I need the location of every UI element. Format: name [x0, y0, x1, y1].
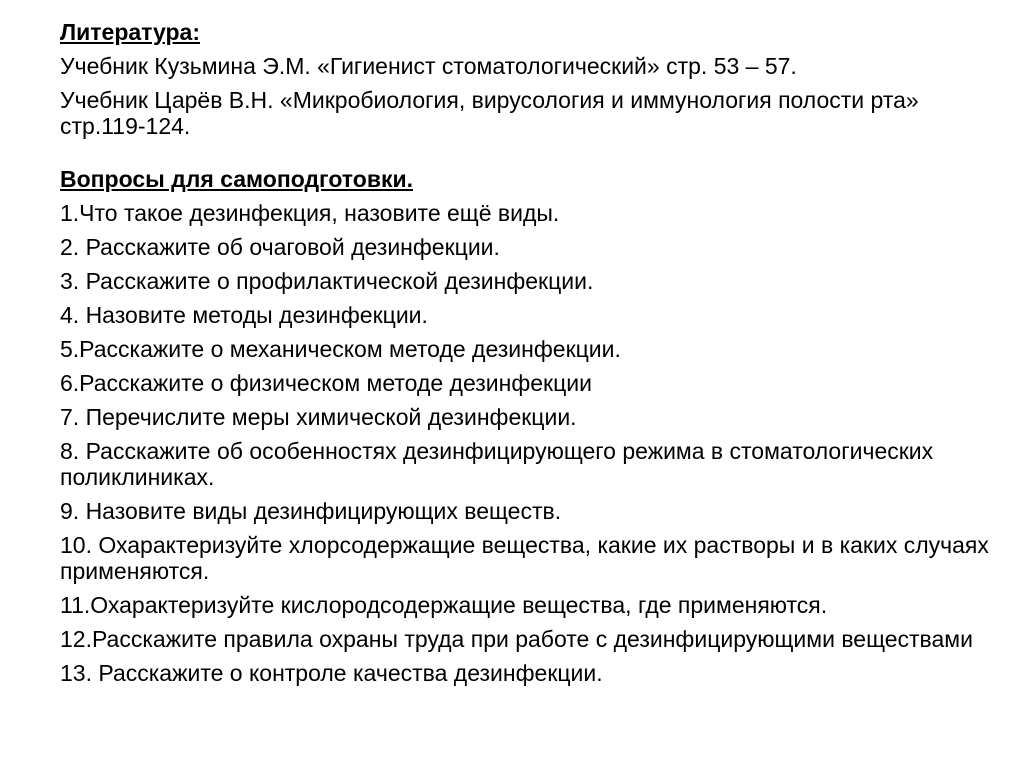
- questions-section: [60, 166, 990, 686]
- question-item: 9. Назовите виды дезинфицирующих веществ.: [60, 498, 562, 524]
- literature-heading: Литература:: [60, 19, 200, 45]
- question-item: 11.Охарактеризуйте кислородсодержащие вещества, где применяются.: [60, 592, 828, 618]
- question-item: 8. Расскажите об особенностях дезинфицирующего режима в стоматологических поликлиниках.: [60, 438, 934, 490]
- question-item: 1.Что такое дезинфекция, назовите ещё виды.: [60, 200, 560, 226]
- slide-content: [60, 19, 990, 694]
- question-item: 6.Расскажите о физическом методе дезинфекции: [60, 370, 592, 396]
- questions-heading: Вопросы для самоподготовки.: [60, 166, 413, 192]
- question-item: 4. Назовите методы дезинфекции.: [60, 302, 428, 328]
- question-item: 5.Расскажите о механическом методе дезинфекции.: [60, 336, 621, 362]
- literature-item: Учебник Царёв В.Н. «Микробиология, вирусология и иммунология полости рта» стр.119-124.: [60, 87, 919, 139]
- literature-section: [60, 19, 990, 139]
- question-item: 12.Расскажите правила охраны труда при работе с дезинфицирующими веществами: [60, 626, 973, 652]
- question-item: 2. Расскажите об очаговой дезинфекции.: [60, 234, 500, 260]
- literature-item: Учебник Кузьмина Э.М. «Гигиенист стоматологический» стр. 53 – 57.: [60, 53, 797, 79]
- question-item: 10. Охарактеризуйте хлорсодержащие вещества, какие их растворы и в каких случаях применяются.: [60, 532, 989, 584]
- section-spacer: [60, 147, 990, 166]
- question-item: 13. Расскажите о контроле качества дезинфекции.: [60, 660, 603, 686]
- question-item: 7. Перечислите меры химической дезинфекции.: [60, 404, 577, 430]
- question-item: 3. Расскажите о профилактической дезинфекции.: [60, 268, 594, 294]
- questions-list: [60, 200, 990, 686]
